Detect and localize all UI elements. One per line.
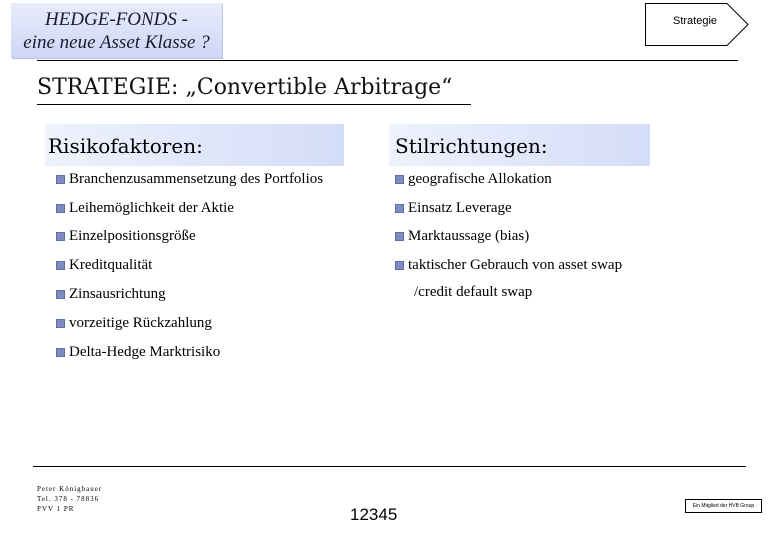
list-item: Zinsausrichtung xyxy=(56,280,323,309)
square-bullet-icon xyxy=(56,348,65,357)
footer-author: Peter Königbauer xyxy=(37,485,103,493)
square-bullet-icon xyxy=(56,290,65,299)
footer-dept: PVV 1 PR xyxy=(37,505,75,513)
group-member-badge: Ein Mitglied der HVB Group xyxy=(685,499,762,513)
square-bullet-icon xyxy=(56,204,65,213)
square-bullet-icon xyxy=(395,261,404,270)
list-item: Branchenzusammensetzung des Portfolios xyxy=(56,165,323,194)
list-item: vorzeitige Rückzahlung xyxy=(56,309,323,338)
presentation-title-box xyxy=(11,3,222,58)
title-line-1: HEDGE-FONDS - xyxy=(44,9,188,30)
footer-phone: Tel. 378 - 78836 xyxy=(37,495,100,503)
style-directions-list xyxy=(395,165,622,280)
style-directions-header: Stilrichtungen: xyxy=(389,124,650,166)
list-item: geografische Allokation xyxy=(395,165,622,194)
list-item: Einzelpositionsgröße xyxy=(56,223,323,252)
list-item: Delta-Hedge Marktrisiko xyxy=(56,338,323,367)
list-item: Kreditqualität xyxy=(56,251,323,280)
title-line-2: eine neue Asset Klasse ? xyxy=(23,32,210,53)
section-tag-label: Strategie xyxy=(672,15,718,27)
footer-contact xyxy=(37,484,102,514)
risk-factors-list xyxy=(56,165,323,367)
page-number: 12345 xyxy=(350,505,398,524)
section-tag[interactable] xyxy=(645,3,749,46)
header-divider xyxy=(37,60,738,61)
square-bullet-icon xyxy=(56,232,65,241)
square-bullet-icon xyxy=(56,261,65,270)
risk-factors-header: Risikofaktoren: xyxy=(45,124,344,166)
heading-underline xyxy=(37,104,471,105)
list-item: Einsatz Leverage xyxy=(395,194,622,223)
square-bullet-icon xyxy=(395,175,404,184)
square-bullet-icon xyxy=(56,175,65,184)
list-item: Leihemöglichkeit der Aktie xyxy=(56,194,323,223)
slide-heading: STRATEGIE: „Convertible Arbitrage“ xyxy=(37,75,453,100)
list-item: Marktaussage (bias) xyxy=(395,223,622,252)
list-item: taktischer Gebrauch von asset swap xyxy=(395,251,622,280)
square-bullet-icon xyxy=(395,232,404,241)
footer-divider xyxy=(33,466,746,467)
list-item-continuation: /credit default swap xyxy=(414,284,533,300)
square-bullet-icon xyxy=(395,204,404,213)
square-bullet-icon xyxy=(56,319,65,328)
